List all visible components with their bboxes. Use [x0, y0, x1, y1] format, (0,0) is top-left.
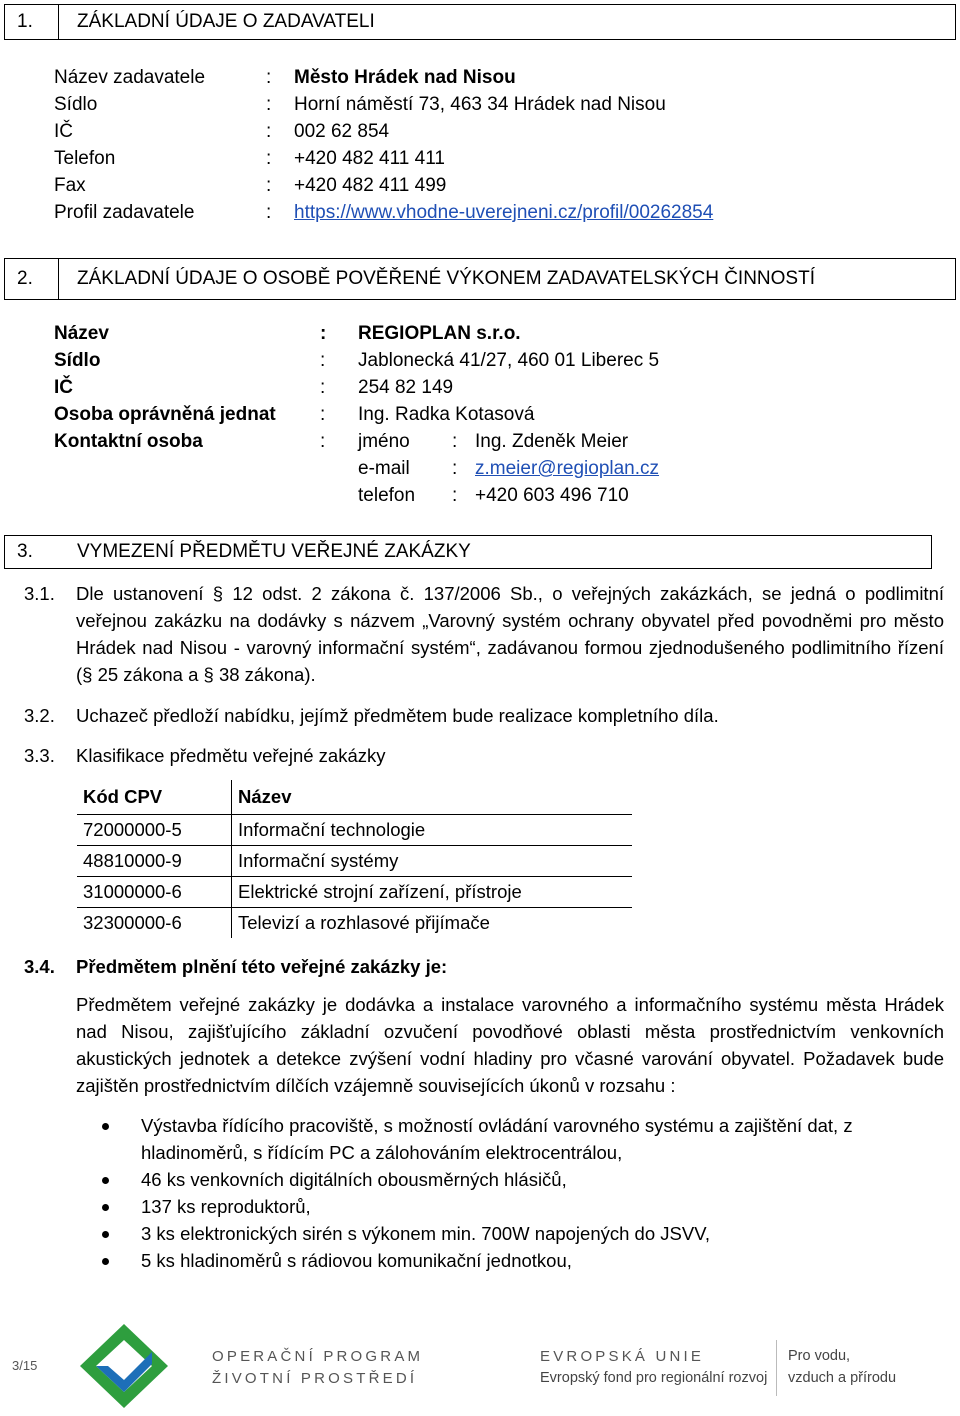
paragraph-number: 3.4. — [24, 956, 55, 977]
list-item-text: 137 ks reproduktorů, — [141, 1196, 311, 1217]
contact-key: jméno — [358, 431, 410, 452]
list-item-text: 3 ks elektronických sirén s výkonem min. 700W napojených do JSVV, — [141, 1223, 710, 1244]
bullet-icon — [102, 1231, 109, 1238]
bullet-icon — [102, 1177, 109, 1184]
kv-colon: : — [320, 377, 326, 398]
section-title: ZÁKLADNÍ ÚDAJE O OSOBĚ POVĚŘENÉ VÝKONEM ZADAVATELSKÝCH ČINNOSTÍ — [77, 268, 815, 289]
paragraph-3-3: Klasifikace předmětu veřejné zakázky — [76, 745, 386, 766]
section-number: 1. — [5, 5, 59, 39]
bullet-icon — [102, 1123, 109, 1130]
list-item — [76, 1166, 916, 1193]
op-title-line2: ŽIVOTNÍ PROSTŘEDÍ — [212, 1370, 418, 1387]
kv-colon: : — [320, 431, 326, 452]
section-number: 2. — [5, 259, 59, 299]
paragraph-number: 3.2. — [24, 705, 55, 726]
table-cell: 48810000-9 — [77, 846, 232, 877]
page-number: 3/15 — [12, 1358, 38, 1373]
list-item — [76, 1247, 916, 1274]
contact-key: e-mail — [358, 458, 410, 479]
kv-colon: : — [266, 175, 272, 196]
kv-colon: : — [320, 350, 326, 371]
table-row — [77, 908, 632, 939]
kv-colon: : — [452, 485, 458, 506]
paragraph-3-4-text: Předmětem veřejné zakázky je dodávka a instalace varovného a informačního systému města Hrádek nad Nisou, zajišťujícího základní ozvučení povodňové oblasti města prostřednictvím venkovních akustických jednotek a detekce zvýšení vodní hladiny pro včasné varování obyvatel. Požadavek bude zajištěn prostřednictvím dílčích vzájemně souvisejících úkonů v rozsahu : — [76, 994, 944, 1096]
kv-value: Horní náměstí 73, 463 34 Hrádek nad Nisou — [294, 94, 666, 115]
section-3-header — [4, 535, 932, 569]
paragraph-3-4-heading: Předmětem plnění této veřejné zakázky je: — [76, 956, 448, 977]
kv-colon: : — [452, 431, 458, 452]
kv-key: Název zadavatele — [54, 67, 206, 88]
kv-key: IČ — [54, 377, 73, 398]
kv-key: Sídlo — [54, 94, 98, 115]
kv-colon: : — [320, 404, 326, 425]
list-item-text: Výstavba řídícího pracoviště, s možností ovládání varovného systému a zajištění dat, z hladinoměrů, s řídícím PC a zálohováním elektrocentrálou, — [141, 1115, 853, 1163]
list-item — [76, 1220, 916, 1247]
bullet-icon — [102, 1204, 109, 1211]
kv-colon: : — [266, 148, 272, 169]
agent-name: REGIOPLAN s.r.o. — [358, 323, 521, 344]
contact-value: Ing. Zdeněk Meier — [475, 431, 629, 452]
kv-colon: : — [266, 67, 272, 88]
section-title: VYMEZENÍ PŘEDMĚTU VEŘEJNÉ ZAKÁZKY — [77, 541, 471, 562]
paragraph-3-1: Dle ustanovení § 12 odst. 2 zákona č. 137/2006 Sb., o veřejných zakázkách, se jedná o podlimitní veřejnou zakázku na dodávky s názvem „Varovný systém ochrany obyvatel před povodněmi pro město Hrádek nad Nisou - varovný informační systém“, zadávanou formou zjednodušeného podlimitního řízení (§ 25 zákona a § 38 zákona). — [76, 583, 944, 685]
kv-value: 002 62 854 — [294, 121, 390, 142]
list-item — [76, 1112, 916, 1166]
scope-list — [76, 1112, 916, 1274]
kv-key: Název — [54, 323, 109, 344]
table-row — [77, 815, 632, 846]
table-cell: Televizí a rozhlasové přijímače — [238, 912, 490, 933]
kv-value: 254 82 149 — [358, 377, 454, 398]
kv-colon: : — [266, 94, 272, 115]
eu-title: EVROPSKÁ UNIE — [540, 1348, 705, 1365]
kv-key: Osoba oprávněná jednat — [54, 404, 276, 425]
list-item — [76, 1193, 916, 1220]
slogan-line1: Pro vodu, — [788, 1348, 851, 1364]
bullet-icon — [102, 1258, 109, 1265]
paragraph-3-2: Uchazeč předloží nabídku, jejímž předmětem bude realizace kompletního díla. — [76, 705, 719, 726]
kv-colon: : — [320, 323, 327, 344]
paragraph-number: 3.3. — [24, 745, 55, 766]
kv-colon: : — [452, 458, 458, 479]
email-link[interactable]: z.meier@regioplan.cz — [475, 458, 660, 479]
list-item-text: 46 ks venkovních digitálních obousměrných hlásičů, — [141, 1169, 567, 1190]
kv-colon: : — [266, 202, 272, 223]
kv-key: IČ — [54, 121, 73, 142]
kv-key: Kontaktní osoba — [54, 431, 203, 452]
authority-name: Město Hrádek nad Nisou — [294, 67, 516, 88]
table-cell: Informační systémy — [232, 846, 633, 877]
kv-key: Fax — [54, 175, 86, 196]
paragraph-number: 3.1. — [24, 583, 55, 604]
kv-value: Jablonecká 41/27, 460 01 Liberec 5 — [358, 350, 660, 371]
op-zp-logo-icon — [78, 1322, 170, 1410]
cpv-table — [77, 780, 632, 938]
table-header-row — [77, 780, 632, 815]
table-cell: 72000000-5 — [77, 815, 232, 846]
kv-key: Profil zadavatele — [54, 202, 195, 223]
section-2-header — [4, 258, 956, 300]
kv-value: +420 482 411 411 — [294, 148, 445, 169]
list-item-text: 5 ks hladinoměrů s rádiovou komunikační jednotkou, — [141, 1250, 572, 1271]
table-row — [77, 846, 632, 877]
table-cell: 31000000-6 — [77, 877, 232, 908]
eu-fund: Evropský fond pro regionální rozvoj — [540, 1370, 768, 1386]
contact-value: +420 603 496 710 — [475, 485, 629, 506]
kv-key: Telefon — [54, 148, 116, 169]
contact-key: telefon — [358, 485, 416, 506]
kv-colon: : — [266, 121, 272, 142]
footer-divider — [776, 1340, 777, 1396]
table-header-cell: Název — [232, 780, 633, 815]
op-title-line1: OPERAČNÍ PROGRAM — [212, 1348, 424, 1365]
kv-value: +420 482 411 499 — [294, 175, 447, 196]
table-cell: Elektrické strojní zařízení, přístroje — [232, 877, 633, 908]
kv-value: Ing. Radka Kotasová — [358, 404, 535, 425]
table-cell: 32300000-6 — [77, 908, 232, 939]
table-row — [77, 877, 632, 908]
table-header-cell: Kód CPV — [77, 780, 232, 815]
section-1-header — [4, 4, 956, 40]
kv-key: Sídlo — [54, 350, 101, 371]
section-title: ZÁKLADNÍ ÚDAJE O ZADAVATELI — [77, 11, 375, 32]
slogan-line2: vzduch a přírodu — [788, 1370, 897, 1386]
section-number: 3. — [17, 541, 33, 562]
profile-link[interactable]: https://www.vhodne-uverejneni.cz/profil/00262854 — [294, 202, 714, 223]
table-cell: Informační technologie — [232, 815, 633, 846]
